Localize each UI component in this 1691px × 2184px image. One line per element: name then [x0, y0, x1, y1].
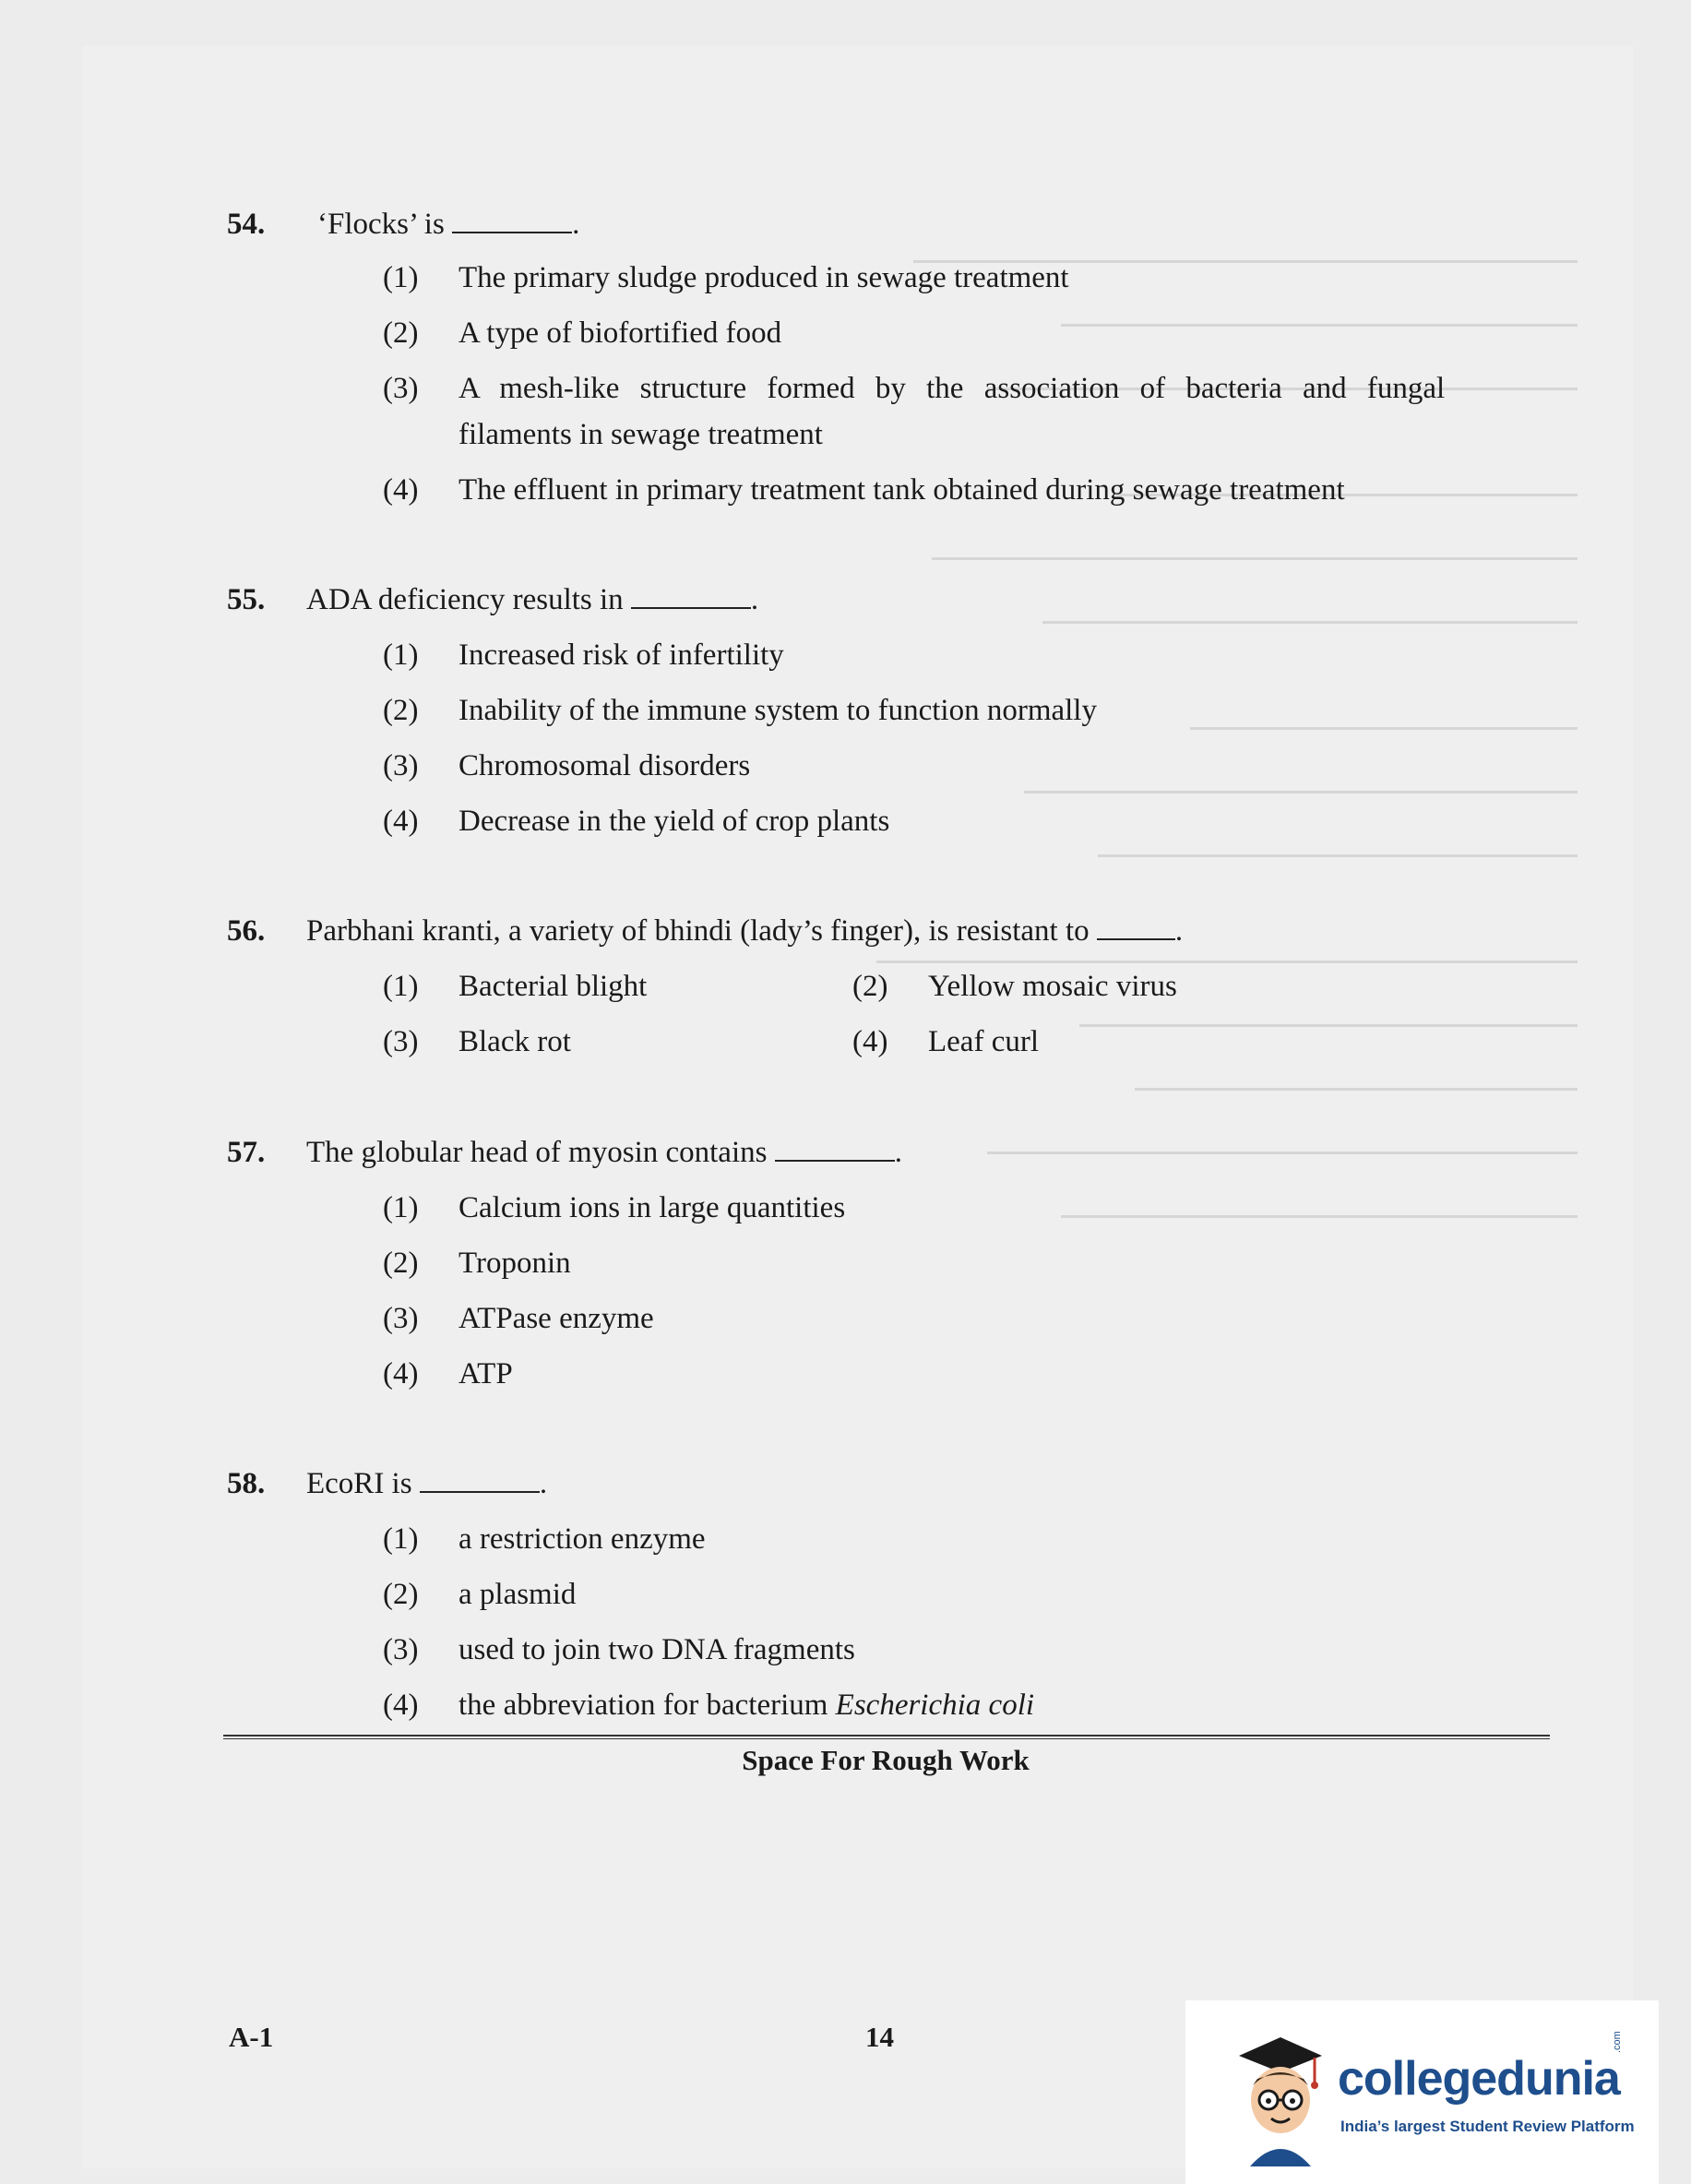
italic-species-name: Escherichia coli: [835, 1689, 1035, 1722]
question-text: ADA deficiency results in .: [306, 583, 759, 616]
question-number: 56.: [227, 914, 266, 948]
answer-blank: [631, 583, 751, 609]
brand-suffix: .com: [1612, 2031, 1623, 2053]
paper-code: A-1: [229, 2021, 274, 2053]
page-number: 14: [865, 2021, 894, 2053]
question-text: EcoRI is .: [306, 1467, 548, 1500]
question-number: 57.: [227, 1136, 266, 1169]
question-number: 55.: [227, 583, 266, 616]
mascot-logo-icon: [1230, 2028, 1331, 2166]
answer-blank: [452, 208, 572, 233]
collegedunia-watermark: [1185, 2000, 1659, 2184]
question-text: ‘Flocks’ is .: [317, 208, 580, 241]
question-text: The globular head of myosin contains .: [306, 1136, 902, 1169]
question-number: 54.: [227, 208, 266, 241]
brand-name: collegedunia: [1338, 2052, 1620, 2106]
divider-line: [223, 1735, 1550, 1739]
rough-work-label: Space For Rough Work: [742, 1744, 1030, 1776]
answer-blank: [1097, 914, 1175, 940]
answer-blank: [775, 1136, 895, 1162]
answer-blank: [420, 1467, 540, 1493]
question-number: 58.: [227, 1467, 266, 1500]
brand-tagline: India’s largest Student Review Platform: [1340, 2118, 1635, 2135]
question-text: Parbhani kranti, a variety of bhindi (lady’s finger), is resistant to .: [306, 914, 1184, 948]
exam-page: [83, 46, 1633, 2168]
